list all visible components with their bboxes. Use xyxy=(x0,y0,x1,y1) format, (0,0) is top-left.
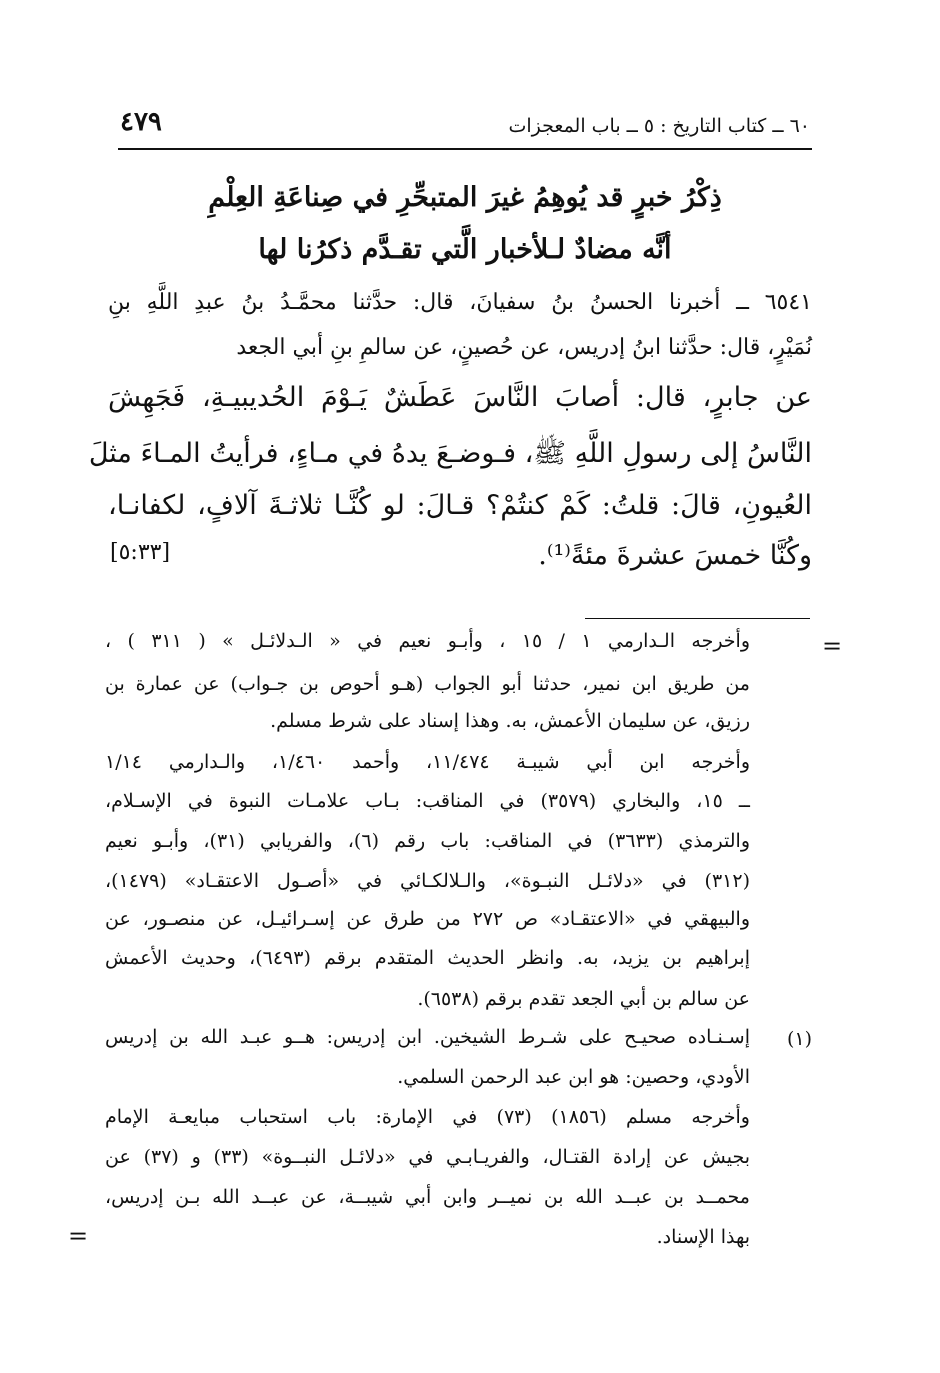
footnote-rule xyxy=(585,618,810,619)
continuation-mark: = xyxy=(68,1222,89,1250)
footnote-line: والبيهقي في «الاعتقـاد» ص ٢٧٢ من طرق عن إسـرائيـل، عن منصـور، عن xyxy=(105,908,750,930)
hadith-line: نُمَيْرٍ، قال: حدَّثنا ابنُ إدريس، عن حُصينٍ، عن سالمِ بنِ أبي الجعد xyxy=(236,335,812,360)
footnote-line: (٣١٢) في «دلائـل النبـوة»، والـلالكـائي في «أصـول الاعتقـاد» (١٤٧٩)، xyxy=(105,870,750,892)
footnote-line: وأخرجه مسلم (١٨٥٦) (٧٣) في الإمارة: باب استحباب مبايعـة الإمام xyxy=(105,1106,750,1128)
footnote-line: محمــد بن عبــد الله بن نميــر وابن أبي شيبــة، عن عبــد الله بـن إدريس، xyxy=(105,1186,750,1208)
footnote-line: بجيش عن إرادة القتـال، والفريـابـي في «دلائـل النبــوة» (٣٣) و (٣٧) عن xyxy=(105,1146,750,1168)
footnote-line: عن سالم بن أبي الجعد تقدم برقم (٦٥٣٨). xyxy=(417,988,750,1010)
section-heading-line-1: ذِكْرُ خبرٍ قد يُوهِمُ غيرَ المتبحِّرِ في صِناعَةِ العِلْمِ xyxy=(208,182,722,213)
footnote-line: إبراهيم بن يزيد، به. وانظر الحديث المتقدم برقم (٦٤٩٣)، وحديث الأعمش xyxy=(105,947,750,969)
footnote-line: من طريق ابن نمير، حدثنا أبو الجواب (هـو أحوص بن جـواب) عن عمارة بن xyxy=(105,673,750,695)
footnote-line: ــ ١٥، والبخاري (٣٥٧٩) في المناقب: بـاب علامـات النبوة في الإسـلام، xyxy=(105,790,750,812)
verse-reference: [٥:٣٣] xyxy=(110,540,171,565)
footnote-line: والترمذي (٣٦٣٣) في المناقب: باب رقم (٦)، والفريابي (٣١)، وأبـو نعيم xyxy=(105,830,751,852)
hadith-line: عن جابرٍ، قال: أصابَ النَّاسَ عَطَشٌ يَـوْمَ الحُديبيـةِ، فَجَهِشَ xyxy=(108,382,812,413)
section-heading-line-2: أنَّه مضادٌ لـلأخبار الَّتي تقـدَّم ذكرُنا لها xyxy=(258,234,672,265)
continuation-mark: = xyxy=(822,632,843,660)
header-rule xyxy=(118,148,812,150)
hadith-line: ٦٥٤١ ــ أخبرنا الحسنُ بنُ سفيانَ، قال: حدَّثنا محمَّـدُ بنُ عبدِ اللَّهِ بنِ xyxy=(108,290,812,315)
footnote-line: وأخرجه ابن أبي شيبـة ١١/٤٧٤، وأحمد ١/٤٦٠، والـدارمي ١/١٤ xyxy=(105,751,751,773)
footnote-marker: (١) xyxy=(786,1028,812,1050)
page-header xyxy=(120,105,810,145)
footnote-line: رزيق، عن سليمان الأعمش، به. وهذا إسناد على شرط مسلم. xyxy=(270,710,750,732)
running-title: ٦٠ ــ كتاب التاريخ : ٥ ــ باب المعجزات xyxy=(508,115,810,137)
footnote-line: وأخرجه الـدارمي ١ / ١٥ ، وأبـو نعيم في « الـدلائـل » ( ٣١١ ) ، xyxy=(105,630,750,652)
hadith-line: وكُنَّا خمسَ عشرةَ مئةً⁽¹⁾. xyxy=(538,540,812,571)
page-number: ٤٧٩ xyxy=(120,107,162,137)
footnote-line: الأودي، وحصين: هو ابن عبد الرحمن السلمي. xyxy=(397,1066,750,1088)
hadith-line: العُيونِ، قالَ: قلتُ: كَمْ كنتُمْ؟ قـالَ: لو كُنَّـا ثلاثـةَ آلافٍ، لكفانـا، xyxy=(108,490,812,521)
footnote-line: إسـنـاده صحيـح على شـرط الشيخين. ابن إدريس: هــو عبـد الله بن إدريس xyxy=(105,1026,750,1048)
footnote-line: بهذا الإسناد. xyxy=(656,1226,750,1248)
hadith-line: النَّاسُ إلى رسولِ اللَّهِ ﷺ، فـوضـعَ يدهُ في مـاءٍ، فرأيتُ المـاءَ مثلَ xyxy=(88,438,812,469)
